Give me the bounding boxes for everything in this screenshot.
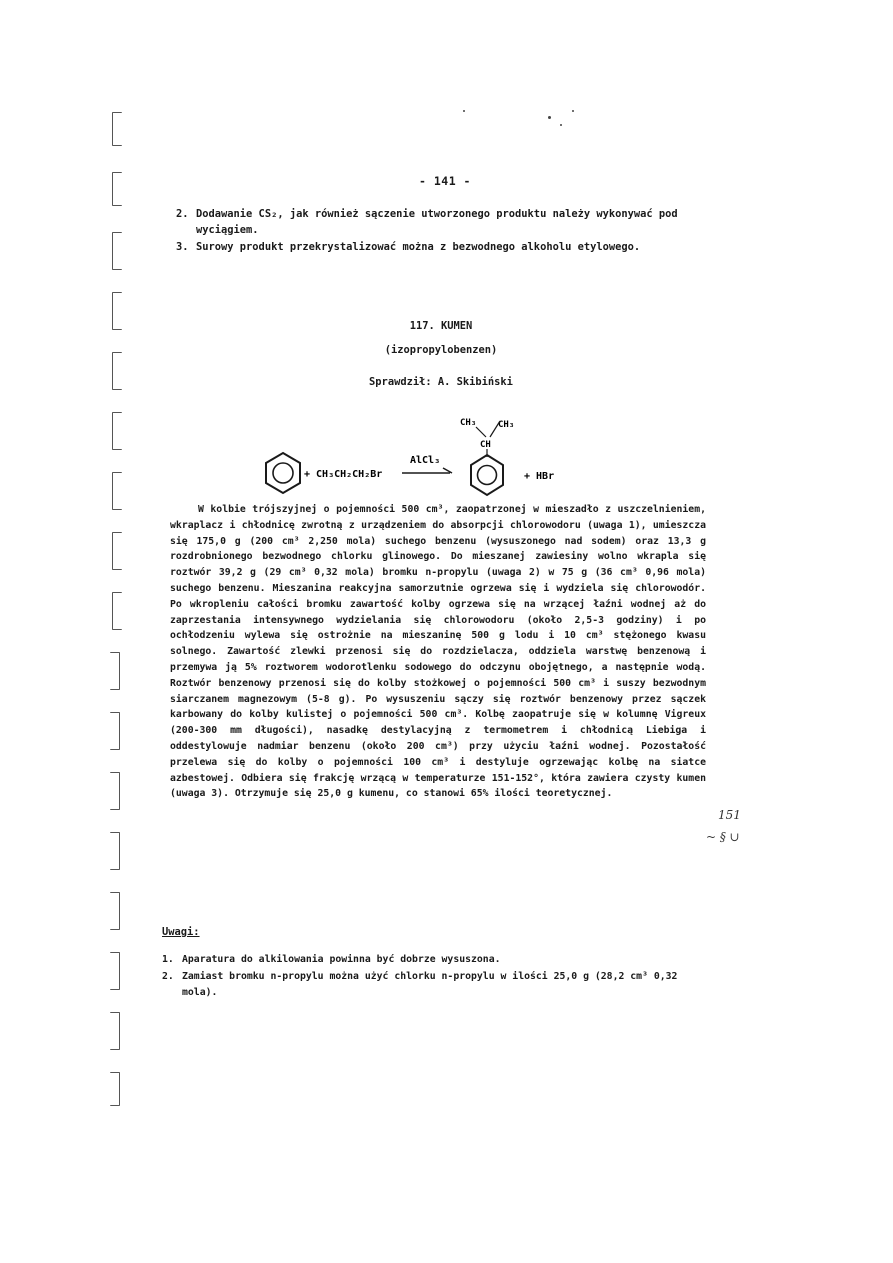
- binder-mark: [110, 832, 120, 870]
- section-title: 117. KUMEN: [409, 320, 473, 332]
- scan-speck: [548, 116, 551, 119]
- binder-mark: [112, 352, 122, 390]
- handwritten-margin-note: 151: [718, 808, 741, 822]
- catalyst-text: AlCl₃: [410, 455, 441, 466]
- note-number: 2.: [176, 208, 189, 220]
- ch-label: CH: [480, 440, 491, 450]
- binder-mark: [110, 712, 120, 750]
- binder-mark: [110, 952, 120, 990]
- note-text: Dodawanie CS₂, jak również sączenie utworzonego produktu należy wykonywać pod wyciągiem.: [196, 208, 678, 236]
- binder-mark: [112, 292, 122, 330]
- scan-speck: [463, 110, 465, 112]
- list-item: [162, 952, 702, 968]
- section-subtitle: (izopropylobenzen): [384, 344, 498, 356]
- binder-mark: [112, 172, 122, 206]
- reaction-scheme: [0, 405, 893, 505]
- binder-mark: [110, 652, 120, 690]
- binder-mark: [110, 1072, 120, 1106]
- reactant-text: + CH₃CH₂CH₂Br: [304, 469, 383, 480]
- top-notes: [176, 206, 706, 256]
- binder-mark: [110, 892, 120, 930]
- binder-mark: [112, 232, 122, 270]
- handwritten-margin-note: ~ § ∪: [706, 830, 740, 844]
- procedure-paragraph: W kolbie trójszyjnej o pojemności 500 cm³, zaopatrzonej w mieszadło z uszczelnieniem, wkraplacz i chłodnicę zwrotną z urządzeniem do absorpcji chlorowodoru (uwaga 1), umieszcza się 175,0 g (200 cm³ 2,250 mola) suchego benzenu (wysuszonego nad sodem) oraz 13,3 g rozdrobnionego bezwodnego chlorku glinowego. Do mieszanej zawiesiny wolno wkrapla się roztwór 39,2 g (29 cm³ 0,32 mola) bromku n-propylu (uwaga 2) w 75 g (36 cm³ 0,96 mola) suchego benzenu. Mieszanina reakcyjna samorzutnie ogrzewa się i wydziela się chlorowodór. Po wkropleniu całości bromku zawartość kolby ogrzewa się na wrzącej łaźni wodnej aż do zaprzestania intensywnego wydzielania się chlorowodoru (około 2,5-3 godziny) i po ochłodzeniu wylewa się ostrożnie na mieszaninę 500 g lodu i 10 cm³ stężonego kwasu solnego. Zawartość zlewki przenosi się do rozdzielacza, oddziela warstwę benzenową i przemywa ją 5% roztworem wodorotlenku sodowego do odczynu obojętnego, a następnie wodą. Roztwór benzenowy przenosi się do kolby stożkowej o pojemności 500 cm³ i suszy bezwodnym siarczanem magnezowym (5-8 g). Po wysuszeniu sączy się roztwór benzenowy przez sączek karbowany do kolby kulistej o pojemności 500 cm³. Kolbę zaopatruje się w kolumnę Vigreux (200-300 mm długości), nasadkę destylacyjną z termometrem i chłodnicą Liebiga i oddestylowuje nadmiar benzenu (około 200 cm³) przy użyciu łaźni wodnej. Pozostałość przelewa się do kolby o pojemności 100 cm³ i destyluje ogrzewając kolbę na siatce azbestowej. Odbiera się frakcję wrzącą w temperaturze 151-152°, która zawiera czysty kumen (uwaga 3). Otrzymuje się 25,0 g kumenu, co stanowi 65% ilości teoretycznej.: [170, 504, 706, 800]
- binder-mark: [110, 1012, 120, 1050]
- binder-mark: [112, 112, 122, 146]
- binder-mark: [110, 772, 120, 810]
- note-text: Surowy produkt przekrystalizować można z bezwodnego alkoholu etylowego.: [196, 241, 641, 253]
- note-text: Aparatura do alkilowania powinna być dobrze wysuszona.: [182, 954, 501, 965]
- binder-mark: [112, 532, 122, 570]
- methyl-right: CH₃: [498, 420, 515, 430]
- note-text: Zamiast bromku n-propylu można użyć chlorku n-propylu w ilości 25,0 g (28,2 cm³ 0,32 mola).: [182, 971, 678, 998]
- note-number: 3.: [176, 241, 189, 253]
- reaction-arrow-icon: [402, 468, 452, 473]
- notes-heading: Uwagi:: [162, 926, 200, 938]
- note-number: 2.: [162, 971, 174, 982]
- isopropyl-bonds-icon: [476, 421, 500, 457]
- list-item: [176, 206, 706, 238]
- scan-speck: [560, 124, 562, 126]
- page-number: - 141 -: [419, 174, 471, 188]
- checked-by: Sprawdził: A. Skibiński: [369, 376, 513, 388]
- binder-mark: [112, 592, 122, 630]
- bottom-notes: [162, 952, 702, 1002]
- list-item: [162, 969, 702, 1001]
- byproduct-text: + HBr: [524, 471, 555, 482]
- methyl-left: CH₃: [460, 418, 477, 428]
- note-number: 1.: [162, 954, 174, 965]
- benzene-ring-icon: [471, 455, 503, 495]
- scan-speck: [572, 110, 574, 112]
- list-item: [176, 239, 706, 255]
- benzene-ring-icon: [266, 453, 300, 493]
